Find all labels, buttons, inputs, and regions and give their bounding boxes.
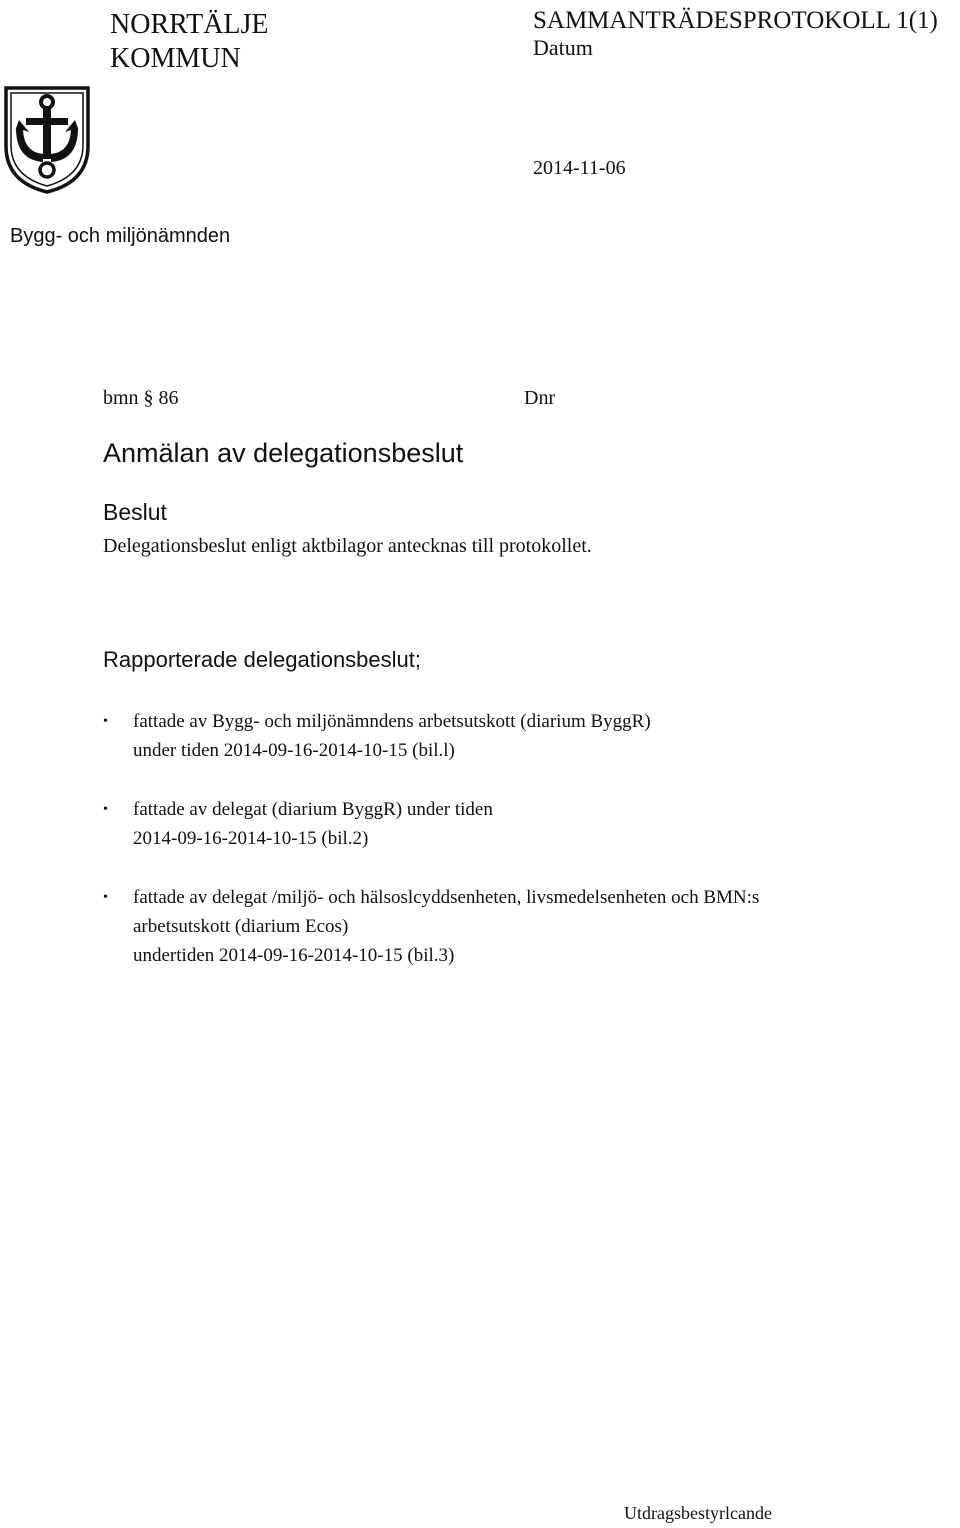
organization-name-line1: NORRTÄLJE [110, 9, 269, 40]
organization-name [110, 8, 269, 76]
list-item-line: under tiden 2014-09-16-2014-10-15 (bil.l) [133, 740, 455, 761]
certification-stamp: Utdragsbestyrlcande [624, 1503, 772, 1523]
bullet-icon: • [103, 802, 108, 817]
list-item-line: fattade av Bygg- och miljönämndens arbetsutskott (diarium ByggR) [133, 711, 651, 732]
item-heading: Anmälan av delegationsbeslut [103, 438, 464, 468]
bullet-icon: • [103, 890, 108, 905]
list-item-line: undertiden 2014-09-16-2014-10-15 (bil.3) [133, 945, 455, 966]
paragraph-reference: bmn § 86 [103, 387, 179, 409]
organization-name-line2: KOMMUN [110, 43, 241, 74]
list-item-line: 2014-09-16-2014-10-15 (bil.2) [133, 828, 369, 849]
date-value: 2014-11-06 [533, 157, 626, 179]
municipal-crest-anchor-icon [2, 84, 92, 196]
decision-text: Delegationsbeslut enligt aktbilagor antecknas till protokollet. [103, 535, 592, 557]
decision-label: Beslut [103, 499, 167, 525]
dnr-label: Dnr [524, 387, 556, 409]
document-title: SAMMANTRÄDESPROTOKOLL 1(1) [533, 7, 938, 34]
bullet-icon: • [103, 714, 108, 729]
list-item-line: fattade av delegat /miljö- och hälsoslcyddsenheten, livsmedelsenheten och BMN:s [133, 887, 760, 908]
list-item-line: arbetsutskott (diarium Ecos) [133, 916, 349, 937]
date-label: Datum [533, 35, 593, 60]
list-item-line: fattade av delegat (diarium ByggR) under tiden [133, 799, 493, 820]
department-name: Bygg- och miljönämnden [10, 225, 231, 247]
reported-decisions-heading: Rapporterade delegationsbeslut; [103, 647, 422, 672]
